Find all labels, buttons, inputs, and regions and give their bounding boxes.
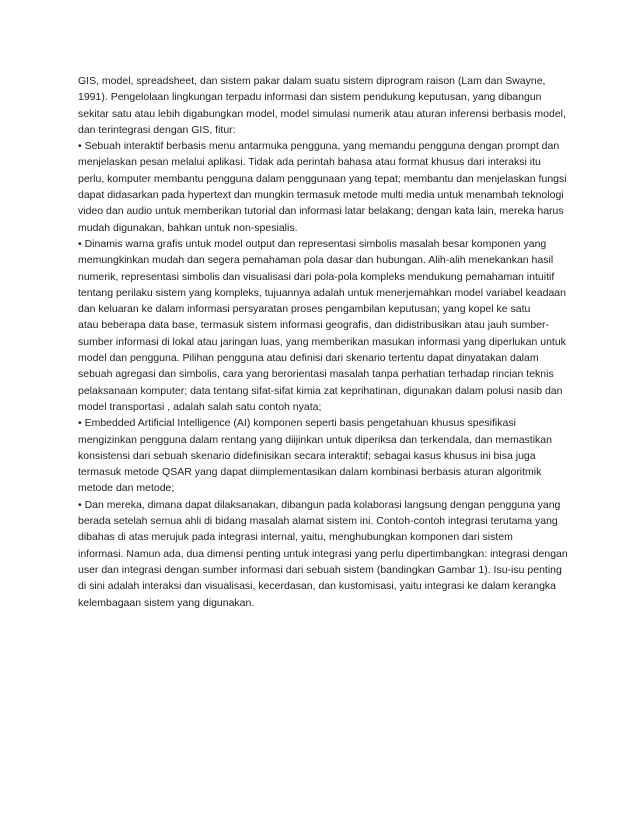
text-line: 1991). Pengelolaan lingkungan terpadu informasi dan sistem pendukung keputusan, yang dibangun (78, 91, 542, 104)
text-line: informasi. Namun ada, dua dimensi penting untuk integrasi yang perlu dipertimbangkan: integrasi dengan (78, 547, 568, 560)
text-line: dan terintegrasi dengan GIS, fitur: (78, 123, 236, 136)
text-line: mudah digunakan, bahkan untuk non-spesialis. (78, 221, 298, 234)
text-line: sekitar satu atau lebih digabungkan model, model simulasi numerik atau aturan inferensi berbasis model, (78, 107, 566, 120)
text-line: memungkinkan mudah dan segera pemahaman pola dasar dan hubungan. Alih-alih menekankan hasil (78, 254, 554, 267)
text-line: metode dan metode; (78, 482, 175, 495)
text-line: video dan audio untuk memberikan tutorial dan informasi latar belakang; dengan kata lain, mereka harus (78, 205, 564, 218)
text-line: termasuk metode QSAR yang dapat diimplementasikan dalam kombinasi berbasis aturan algoritmik (78, 466, 542, 479)
text-line: berada setelah semua ahli di bidang masalah alamat sistem ini. Contoh-contoh integrasi terutama yang (78, 515, 558, 528)
bullet-line: • Sebuah interaktif berbasis menu antarmuka pengguna, yang memandu pengguna dengan prompt dan (78, 140, 560, 153)
text-line: dapat didasarkan pada hypertext dan mungkin termasuk metode multi media untuk menambah teknologi (78, 189, 564, 202)
text-line: perlu, komputer membantu pengguna dalam penggunaan yang tepat; membantu dan menjelaskan fungsi (78, 172, 567, 185)
text-line: GIS, model, spreadsheet, dan sistem pakar dalam suatu sistem diprogram raison (Lam dan Swayne, (78, 75, 546, 87)
text-line: pelaksanaan komputer; data tentang sifat-sifat kimia zat keprihatinan, digunakan dalam polusi nasib dan (78, 384, 563, 397)
text-line: menjelaskan pesan melalui aplikasi. Tidak ada perintah bahasa atau format khusus dari interaksi itu (78, 156, 541, 169)
text-line: numerik, representasi simbolis dan visualisasi dari pola-pola kompleks mendukung pemahaman intuitif (78, 270, 555, 283)
text-line: konsistensi dari sebuah skenario didefinisikan secara interaktif; sebagai kasus khusus ini bisa juga (78, 449, 536, 462)
body-text (78, 73, 568, 611)
bullet-line: • Dan mereka, dimana dapat dilaksanakan, dibangun pada kolaborasi langsung dengan pengguna yang (78, 498, 561, 511)
text-line: atau beberapa data base, termasuk sistem informasi geografis, dan didistribusikan atau jauh sumber- (78, 319, 550, 332)
text-line: di sini adalah interaksi dan visualisasi, kecerdasan, dan kustomisasi, yaitu integrasi ke dalam kerangka (78, 580, 557, 593)
text-line: sebuah agregasi dan simbolis, cara yang berorientasi masalah tanpa perhatian terhadap rincian teknis (78, 368, 554, 381)
bullet-line: • Embedded Artificial Intelligence (AI) komponen seperti basis pengetahuan khusus spesifikasi (78, 417, 516, 430)
text-line: mengizinkan pengguna dalam rentang yang diijinkan untuk diperiksa dan terkendala, dan memastikan (78, 433, 552, 446)
text-line: model transportasi , adalah salah satu contoh nyata; (78, 400, 322, 413)
bullet-line: • Dinamis warna grafis untuk model output dan representasi simbolis masalah besar komponen yang (78, 237, 547, 250)
text-line: model dan pengguna. Pilihan pengguna atau definisi dari skenario tertentu dapat dinyatakan dalam (78, 352, 539, 365)
text-line: sumber informasi di lokal atau jaringan luas, yang memberikan masukan informasi yang diperlukan untuk (78, 335, 566, 348)
text-line: kelembagaan sistem yang digunakan. (78, 596, 255, 609)
text-line: tentang perilaku sistem yang kompleks, tujuannya adalah untuk menerjemahkan model variabel keadaan (78, 286, 566, 299)
text-line: dibahas di atas merujuk pada integrasi internal, yaitu, menghubungkan komponen dari sistem (78, 531, 513, 544)
text-line: dan keluaran ke dalam informasi persyaratan proses pengambilan keputusan; yang kopel ke satu (78, 303, 531, 316)
text-line: user dan integrasi dengan sumber informasi dari sebuah sistem (bandingkan Gambar 1). Isu-isu penting (78, 563, 562, 576)
